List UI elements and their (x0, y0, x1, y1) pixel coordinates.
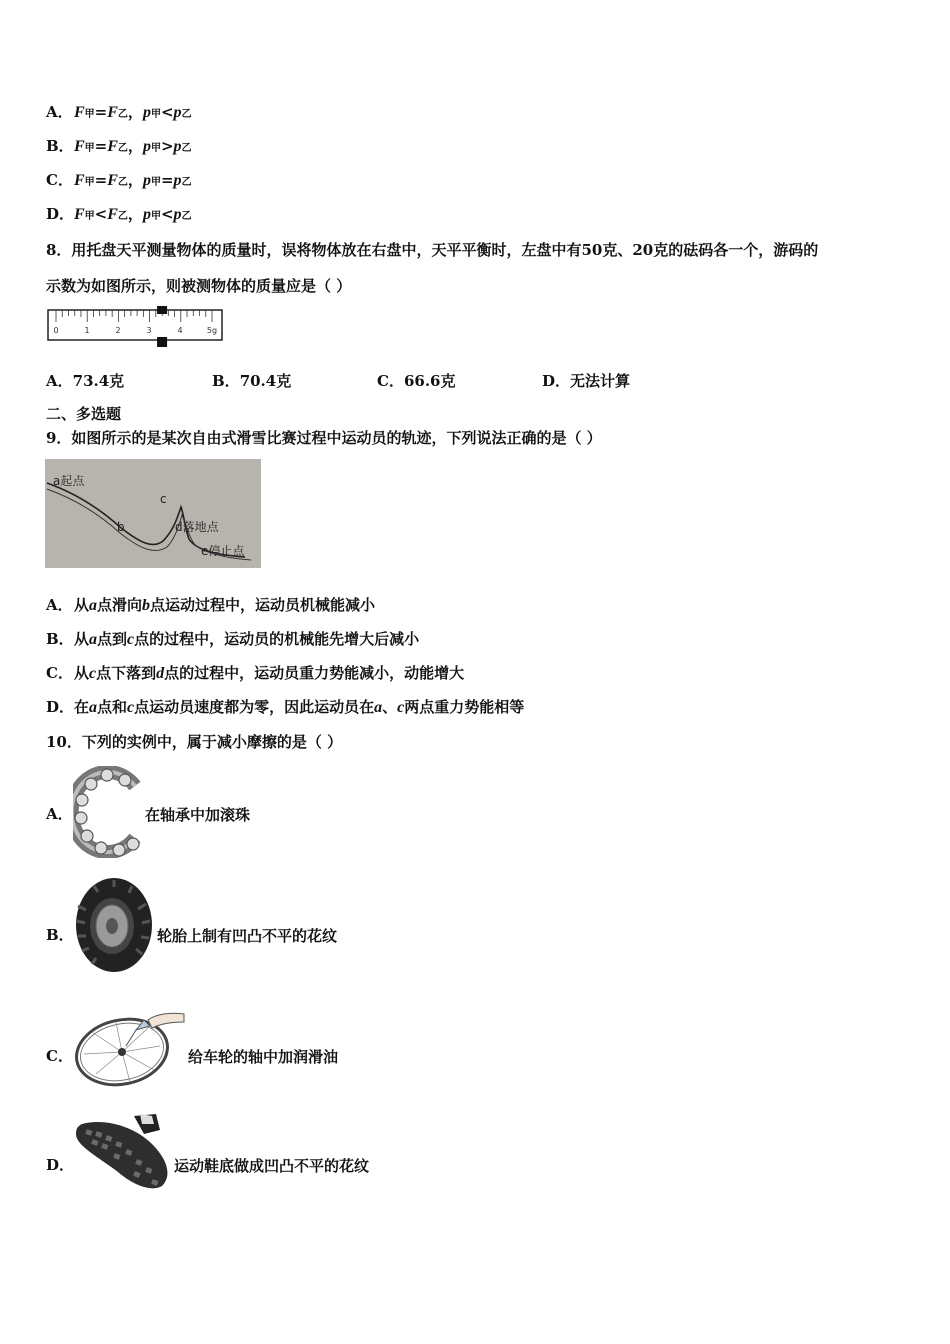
label-a: a起点 (53, 474, 85, 488)
ruler-frame (48, 310, 222, 340)
label-c: c (160, 492, 167, 506)
q7-option-d: D．F甲<F乙，p甲<p乙 (46, 205, 192, 223)
ruler-tick-label: 4 (177, 326, 183, 335)
q8-option-a: A．73.4克 (46, 372, 125, 390)
q7-option-b: B．F甲=F乙，p甲>p乙 (46, 137, 192, 155)
ski-trajectory-figure (45, 459, 261, 568)
ruler-tick-label: 5g (206, 326, 218, 335)
q10-option-c-text: 给车轮的轴中加润滑油 (188, 1048, 339, 1066)
label-b: b (117, 520, 125, 534)
bicycle-wheel-oil-icon (74, 1006, 188, 1088)
rider-bottom (157, 337, 167, 347)
q9-option-b: B．从a点到c点的过程中，运动员的机械能先增大后减小 (46, 630, 420, 648)
q10-option-d-label: D． (46, 1156, 75, 1174)
q8-option-b: B．70.4克 (212, 372, 292, 390)
q10-option-b-text: 轮胎上制有凹凸不平的花纹 (157, 927, 338, 945)
q10-option-a-text: 在轴承中加滚珠 (145, 806, 251, 824)
q7-option-a: A．F甲=F乙，p甲<p乙 (46, 103, 192, 121)
q9-option-a: A．从a点滑向b点运动过程中，运动员机械能减小 (46, 596, 376, 614)
label-d: d落地点 (175, 520, 219, 534)
q8-stem-line2: 示数为如图所示，则被测物体的质量应是（ ） (46, 277, 352, 295)
tire-icon (74, 876, 156, 974)
q9-option-c: C．从c点下落到d点的过程中，运动员重力势能减小，动能增大 (46, 664, 465, 682)
section-heading: 二、多选题 (46, 405, 122, 423)
q10-stem: 10．下列的实例中，属于减小摩擦的是（ ） (46, 733, 343, 751)
q9-stem: 9．如图所示的是某次自由式滑雪比赛过程中运动员的轨迹，下列说法正确的是（ ） (46, 429, 602, 447)
ruler-tick-label: 3 (146, 326, 152, 335)
q9-option-d: D．在a点和c点运动员速度都为零，因此运动员在a、c两点重力势能相等 (46, 698, 525, 716)
q10-option-d-text: 运动鞋底做成凹凸不平的花纹 (174, 1157, 370, 1175)
label-e: e停止点 (201, 544, 245, 558)
q7-option-c: C．F甲=F乙，p甲=p乙 (46, 171, 192, 189)
q10-option-c-label: C． (46, 1047, 73, 1065)
balance-rider-ruler (46, 306, 226, 350)
ruler-tick-label: 2 (115, 326, 121, 335)
rider-top (157, 306, 167, 314)
ruler-tick-label: 1 (84, 326, 90, 335)
ruler-tick-label: 0 (53, 326, 59, 335)
q8-option-d: D．无法计算 (542, 372, 631, 390)
q8-stem-line1: 8．用托盘天平测量物体的质量时，误将物体放在右盘中，天平平衡时，左盘中有50克、20克的砝码各一个，游码的 (46, 241, 819, 259)
q10-option-b-label: B． (46, 926, 74, 944)
q10-option-a-label: A． (46, 805, 73, 823)
sneaker-sole-icon (74, 1110, 174, 1192)
ball-bearing-icon (73, 766, 145, 858)
q8-option-c: C．66.6克 (377, 372, 456, 390)
